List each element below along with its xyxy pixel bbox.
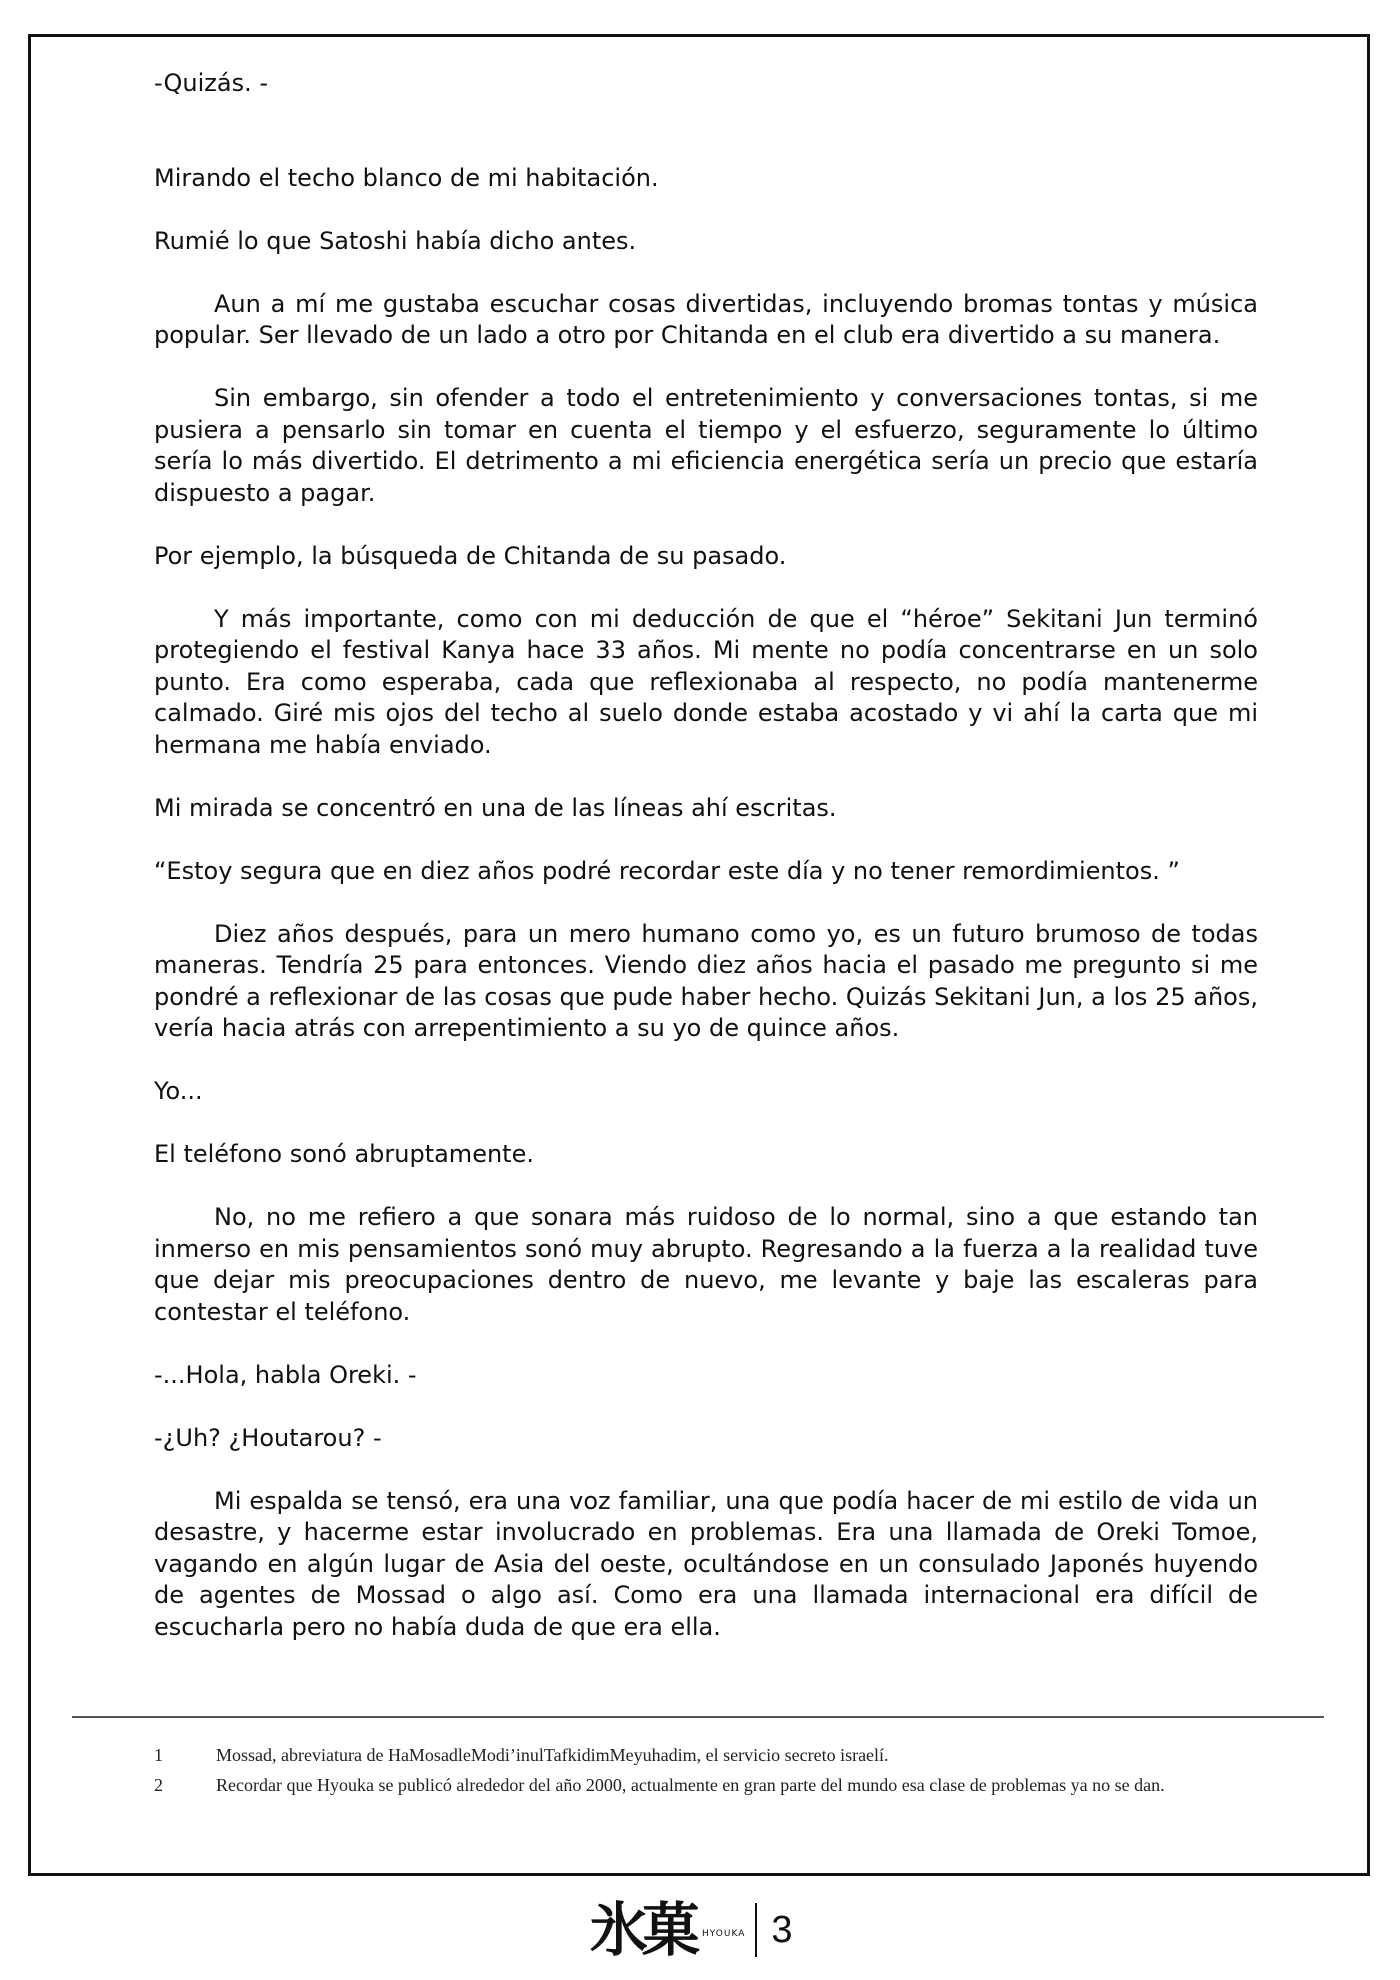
dialogue-line: -Quizás. - [154, 69, 269, 97]
dialogue-line: -...Hola, habla Oreki. - [154, 1360, 417, 1389]
paragraph: Mirando el techo blanco de mi habitación. [154, 163, 659, 192]
page-number: 3 [771, 1909, 793, 1951]
chapter-body [154, 68, 1258, 1675]
paragraph: No, no me refiero a que sonara más ruidoso de lo normal, sino a que estando tan inmerso en mis pensamientos sonó muy abrupto. Regresando a la fuerza a la realidad tuve que dejar mis preocupaciones dentro de nuevo, me levante y baje las escaleras para contestar el teléfono. [154, 1203, 1258, 1326]
footnotes [154, 1740, 1240, 1800]
quote-line: “Estoy segura que en diez años podré recordar este día y no tener remordimientos. ” [154, 856, 1180, 885]
paragraph: Yo... [154, 1077, 203, 1105]
footnote-number: 1 [154, 1745, 163, 1765]
paragraph: Aun a mí me gustaba escuchar cosas divertidas, incluyendo bromas tontas y música popular. Ser llevado de un lado a otro por Chitanda en el club era divertido a su manera. [154, 289, 1258, 349]
footnote-divider [72, 1716, 1324, 1718]
footnote-text: Recordar que Hyouka se publicó alrededor del año 2000, actualmente en gran parte del mundo esa clase de problemas ya no se dan. [216, 1775, 1165, 1795]
paragraph: El teléfono sonó abruptamente. [154, 1140, 534, 1168]
paragraph: Mi espalda se tensó, era una voz familiar, una que podía hacer de mi estilo de vida un desastre, y hacerme estar involucrado en problemas. Era una llamada de Oreki Tomoe, vagando en algún lugar de Asia del oeste, ocultándose en un consulado Japonés huyendo de agentes de Mossad o algo así. Como era una llamada internacional era difícil de escucharla pero no había duda de que era ella. [154, 1486, 1258, 1641]
paragraph: Mi mirada se concentró en una de las líneas ahí escritas. [154, 793, 837, 822]
dialogue-line: -¿Uh? ¿Houtarou? - [154, 1423, 382, 1452]
logo-kanji: 氷菓 [590, 1896, 695, 1964]
logo-romaji: HYOUKA [702, 1929, 746, 1939]
paragraph: Diez años después, para un mero humano como yo, es un futuro brumoso de todas maneras. Tendría 25 para entonces. Viendo diez años hacia el pasado me pregunto si me pondré a reflexionar de las cosas que pude haber hecho. Quizás Sekitani Jun, a los 25 años, vería hacia atrás con arrepentimiento a su yo de quince años. [154, 919, 1258, 1042]
footnote-2 [154, 1770, 1240, 1800]
footnote-number: 2 [154, 1775, 163, 1795]
paragraph: Por ejemplo, la búsqueda de Chitanda de su pasado. [154, 541, 787, 570]
footnote-text: Mossad, abreviatura de HaMosadleModi’inulTafkidimMeyuhadim, el servicio secreto israelí. [216, 1745, 889, 1765]
footnote-1 [154, 1740, 1240, 1770]
paragraph: Rumié lo que Satoshi había dicho antes. [154, 226, 637, 255]
page-footer [590, 1898, 793, 1962]
hyouka-logo [590, 1896, 746, 1964]
footer-divider [755, 1903, 757, 1957]
paragraph: Y más importante, como con mi deducción de que el “héroe” Sekitani Jun terminó protegiendo el festival Kanya hace 33 años. Mi mente no podía concentrarse en un solo punto. Era como esperaba, cada que reflexionaba al respecto, no podía mantenerme calmado. Giré mis ojos del techo al suelo donde estaba acostado y vi ahí la carta que mi hermana me había enviado. [154, 604, 1258, 759]
paragraph: Sin embargo, sin ofender a todo el entretenimiento y conversaciones tontas, si me pusiera a pensarlo sin tomar en cuenta el tiempo y el esfuerzo, seguramente lo último sería lo más divertido. El detrimento a mi eficiencia energética sería un precio que estaría dispuesto a pagar. [154, 384, 1258, 507]
